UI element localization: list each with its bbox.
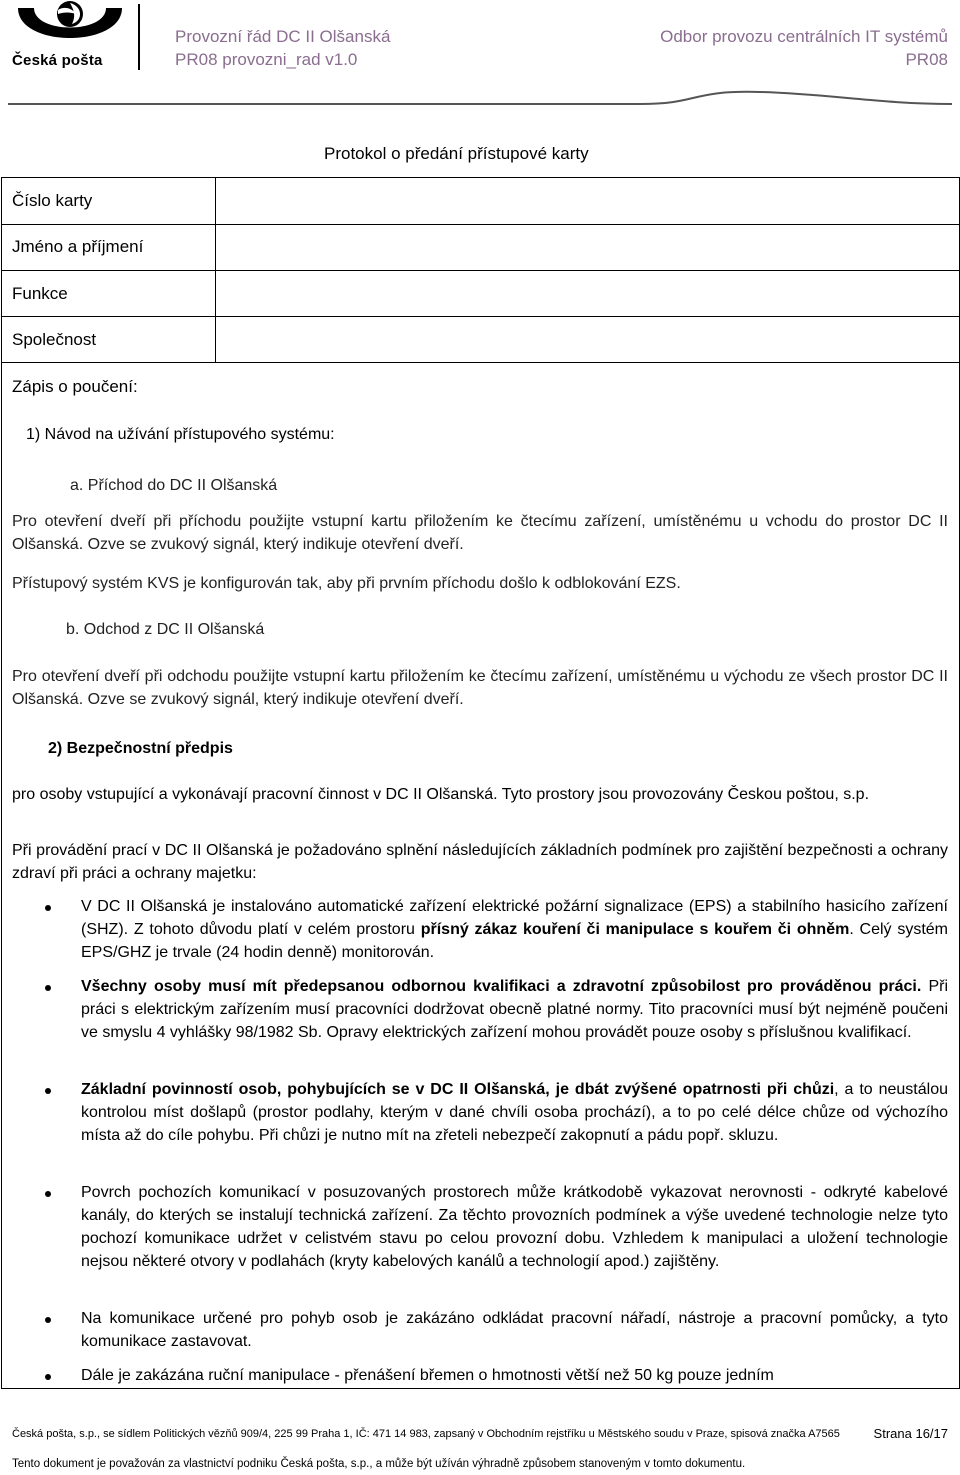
form-row-divider — [1, 362, 960, 363]
section1-a-para1: Pro otevření dveří při příchodu použijte vstupní kartu přiložením ke čtecímu zařízení, umístěnému u vchodu do prostor DC II Olšanská. Ozve se zvukový signál, který indikuje otevření dveří. — [12, 513, 948, 553]
field-label-company: Společnost — [12, 330, 97, 349]
bullet-item-floor: Povrch pochozích komunikací v posuzovaných prostorech může krátkodobě vykazovat nerovnosti - odkryté kabelové kanály, do kterých se instalují technická zařízení. Za těchto provozních podmínek a výše uvedené technologie nelze tyto pochozí komunikace udržet v celistvém stavu po celou provozní dobu. Vzhledem k manipulaci a uložení technologie nejsou některé otvory v podlahách (kryty kabelových kanálů a technologií apod.) zajištěny. — [81, 1184, 948, 1270]
field-label-name: Jméno a příjmení — [12, 237, 144, 256]
section2-heading: 2) Bezpečnostní předpis — [48, 740, 233, 757]
footer-company: Česká pošta, s.p., se sídlem Politických vězňů 909/4, 225 99 Praha 1, IČ: 471 14 983, zapsaný v Obchodním rejstříku u Městského soudu v Praze, spisová značka A7565 — [12, 1428, 840, 1440]
bullet-icon — [45, 985, 51, 991]
bullet-icon — [45, 1374, 51, 1380]
header-divider — [138, 4, 140, 70]
section1-heading: 1) Návod na užívání přístupového systému: — [26, 426, 335, 443]
bullet-icon — [45, 1088, 51, 1094]
form-row-divider — [1, 270, 960, 271]
document-code: PR08 — [905, 50, 948, 69]
bullet-item-tools: Na komunikace určené pro pohyb osob je zakázáno odkládat pracovní nářadí, nástroje a pracovní pomůcky, a tyto komunikace zastavovat. — [81, 1310, 948, 1350]
department-name: Odbor provozu centrálních IT systémů — [660, 27, 948, 46]
footer-page-number: Strana 16/17 — [873, 1426, 948, 1441]
bullet-icon — [45, 1191, 51, 1197]
section1-b-para: Pro otevření dveří při odchodu použijte vstupní kartu přiložením ke čtecímu zařízení, umístěnému u východu ze všech prostor DC II Olšanská. Ozve se zvukový signál, který indikuje otevření dveří. — [12, 668, 948, 708]
section1-a-para2: Přístupový systém KVS je konfigurován tak, aby při prvním příchodu došlo k odblokování EZS. — [12, 575, 681, 592]
field-label-function: Funkce — [12, 284, 68, 303]
bullet-item-loads: Dále je zakázána ruční manipulace - přenášení břemen o hmotnosti větší než 50 kg pouze jedním — [81, 1367, 774, 1384]
document-file: PR08 provozni_rad v1.0 — [175, 50, 358, 69]
zapis-label: Zápis o poučení: — [12, 377, 138, 396]
logo-text: Česká pošta — [12, 52, 103, 69]
bullet-item-qualification: Všechny osoby musí mít předepsanou odbornou kvalifikaci a zdravotní způsobilost pro prováděnou práci. Při práci s elektrickým zařízením musí pracovníci dodržovat obecně platné normy. Tito pracovníci musí být nejméně poučeni ve smyslu 4 vyhlášky 98/1982 Sb. Opravy elektrických zařízení mohou provádět pouze osoby s příslušnou kvalifikací. — [81, 978, 949, 1041]
footer-notice: Tento dokument je považován za vlastnictví podniku Česká pošta, s.p., a může být užíván výhradně způsobem stanoveným v tomto dokumentu. — [12, 1458, 746, 1470]
field-label-card-number: Číslo karty — [12, 191, 93, 210]
form-row-divider — [1, 316, 960, 317]
section2-para1: pro osoby vstupující a vykonávají pracovní činnost v DC II Olšanská. Tyto prostory jsou provozovány Českou poštou, s.p. — [12, 786, 870, 803]
form-row-divider — [1, 224, 960, 225]
bullet-item-eps: V DC II Olšanská je instalováno automatické zařízení elektrické požární signalizace (EPS) a stabilního hasicího zařízení (SHZ). Z tohoto důvodu platí v celém prostoru přísný zákaz kouření či manipulace s kouřem či ohněm. Celý systém EPS/GHZ je trvale (24 hodin denně) monitorován. — [81, 898, 949, 961]
form-title: Protokol o předání přístupové karty — [324, 144, 589, 163]
bullet-icon — [45, 1317, 51, 1323]
bullet-icon — [45, 905, 51, 911]
header-wave-line — [0, 88, 960, 118]
section1-a-heading: a. Příchod do DC II Olšanská — [70, 477, 278, 494]
bullet-item-walking: Základní povinností osob, pohybujících se v DC II Olšanská, je dbát zvýšené opatrnosti při chůzi, a to neustálou kontrolou míst došlapů (prostor podlahy, kterým v dané chvíli osoba prochází), a to po celé délce chůze od výchozího místa až do cíle pohybu. Při chůzi je nutno mít na zřeteli nebezpečí zakopnutí a pádu popř. skluzu. — [81, 1081, 948, 1144]
document-title: Provozní řád DC II Olšanská — [175, 27, 391, 46]
section1-b-heading: b. Odchod z DC II Olšanská — [66, 621, 265, 638]
section2-para2: Při provádění prací v DC II Olšanská je požadováno splnění následujících základních podmínek pro zajištění bezpečnosti a ochrany zdraví při práci a ochrany majetku: — [12, 842, 948, 882]
